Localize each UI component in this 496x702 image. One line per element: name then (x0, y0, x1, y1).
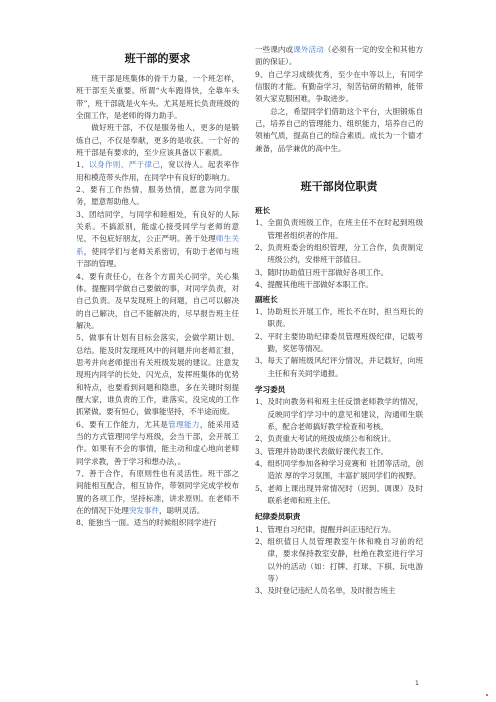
list-item: 5、做事有计划有目标会落实，会做学期计划、总结。能及时发现班风中的问题并向老师汇报，思考并向老师提出有关班级发展的建议。注意发现班内同学的长处、闪光点，发挥班集体的优势和特点，也要看到问题和隐患，多在关键时刻提醒大家，谁负责的工作，谁落实，没完成的工作抓紧做。要有恒心，做事能坚持，不半途而废。 (76, 333, 239, 417)
duty-item: 1、 全面负责班级工作，在班主任不在时起到班级管理者组织者的作用。 (255, 218, 423, 240)
duty-item: 3、 管理并协助课代表做好课代表工作。 (255, 446, 389, 456)
hyperlink[interactable]: 突发事件 (128, 506, 159, 516)
page-title: 班干部的要求 (124, 52, 191, 65)
duty-item: 1、 及时向教务科和班主任反馈老师教学的情况，反映同学们学习中的意见和建议，沟通师生联系，配合老师搞好教学检查和考核。 (255, 397, 423, 431)
duty-item: 5、 老师上课出现异常情况时（迟到、调课）及时联系老师和班主任。 (255, 483, 423, 505)
duty-item: 3、 及时登记违纪人员名单，及时报告班主 (255, 586, 396, 596)
list-item: 3、团结同学，与同学和睦相处，有良好的人际关系。不搞派别，能虚心接受同学与老师的意见，不包庇好朋友，公正严明。善于处理师生关系，使同学们与老师关系密切，有助于老师与班干部的管理。 (76, 209, 240, 269)
list-item: 2、要有工作热情，服务热情，愿意为同学服务，愿意帮助他人。 (76, 185, 239, 207)
list-item: 7、善于合作，有原则性也有灵活性。班干部之间能相互配合，相互协作，带领同学完成学校布置的各项工作，坚持标准，讲求原则。在老师不在的情况下处理突发事件，聪明灵活。 (76, 469, 239, 516)
right-column (255, 44, 423, 598)
duty-item: 4、 提醒其他班干部做好本职工作。 (255, 280, 373, 290)
duty-item: 1、 管理自习纪律，提醒并纠正违纪行为。 (255, 524, 396, 534)
section-title: 班干部岗位职责 (300, 180, 378, 194)
list-item: 9、自己学习成绩优秀，至少在中等以上，有同学信服的才能。有勤奋学习，刻苦钻研的精神，能带领大家克服困难，争取进步。 (255, 69, 423, 104)
duty-item: 2、 平时主要协助纪律委员管理班级纪律，记载考勤，奖惩等情况。 (255, 331, 423, 353)
list-item: 1、以身作则、严于律己，宽以待人。起表率作用和模范带头作用，在同学中有良好的影响力。 (76, 160, 239, 182)
duty-item: 2、 组织值日人员管理教室午休和晚自习前的纪律，要求保持教室安静，杜绝在教室进行学习以外的活动（如：打牌、打球、下棋、玩电游等） (255, 537, 423, 584)
list-item: 8、能独当一面。适当的时候组织同学进行 (76, 518, 217, 528)
left-column (76, 51, 239, 530)
intro-paragraph: 班干部是班集体的骨干力量，一个班怎样，班干部至关重要。所谓“火车跑得快，全靠车头带”，班干部就是火车头。尤其是班长负责班级的全面工作，是老师的得力助手。 (76, 74, 239, 121)
duty-item: 2、 负责重大考试的班级成绩公布和统计。 (255, 434, 396, 444)
role-heading: 副班长 (255, 294, 278, 304)
duty-item: 2、 负责班委会的组织管理，分工合作，负责制定班级公约，安排班干部值日。 (255, 243, 423, 265)
duty-item: 1、 协助班长开展工作，班长不在时，担当班长的职责。 (255, 306, 423, 329)
hyperlink[interactable]: 课外活动 (293, 45, 324, 54)
role-heading: 班长 (255, 206, 271, 216)
role-heading: 学习委员 (255, 384, 286, 394)
corner-dot (486, 694, 488, 696)
summary-paragraph: 总之，希望同学们借助这个平台，大胆锻炼自己，培养自己的管理能力、组织能力，培养自己的领袖气质，提高自己的综合素质。成长为一个德才兼备，品学兼优的高中生。 (255, 106, 423, 153)
intro-paragraph-2: 做好班干部，不仅是服务他人，更多的是锻炼自己，不仅是奉献，更多的是收获。一个好的班干部是有要求的，至少应该具备以下素质。 (76, 123, 239, 158)
duty-item: 3、 随时协助值日班干部做好各项工作。 (255, 267, 389, 277)
duty-item: 4、 组织同学参加各种学习竞赛和 社团等活动，创造浓 厚的学习氛围，丰富扩展同学们的视野。 (255, 458, 423, 481)
hyperlink[interactable]: 以身作则、严于律己 (89, 160, 161, 170)
hyperlink[interactable]: 师生关系 (76, 234, 239, 256)
list-item: 4、要有责任心，在各个方面关心同学，关心集体。提醒同学做自己要做的事，对同学负责，对自己负责。及早发现班上的问题，自己可以解决的自己解决，自己不能解决的，尽早报告班主任解决。 (76, 271, 239, 330)
continued-paragraph: 一些课内或课外活动（必须有一定的安全和其他方面的保证）。 (255, 45, 423, 67)
list-item: 6、要有工作能力，尤其是管理能力，能采用适当的方式管理同学与班级，会当干部，会开展工作。如果有不会的事情，能主动和虚心地向老师同学求教，善于学习和想办法，。 (76, 419, 239, 466)
duty-item: 3、 每天了解班级风纪评分情况，并记载好，向班主任和有关同学通报。 (255, 356, 423, 378)
role-heading: 纪律委员职责 (255, 512, 301, 522)
page-number: 1 (415, 680, 419, 687)
hyperlink[interactable]: 管理能力 (168, 419, 200, 429)
